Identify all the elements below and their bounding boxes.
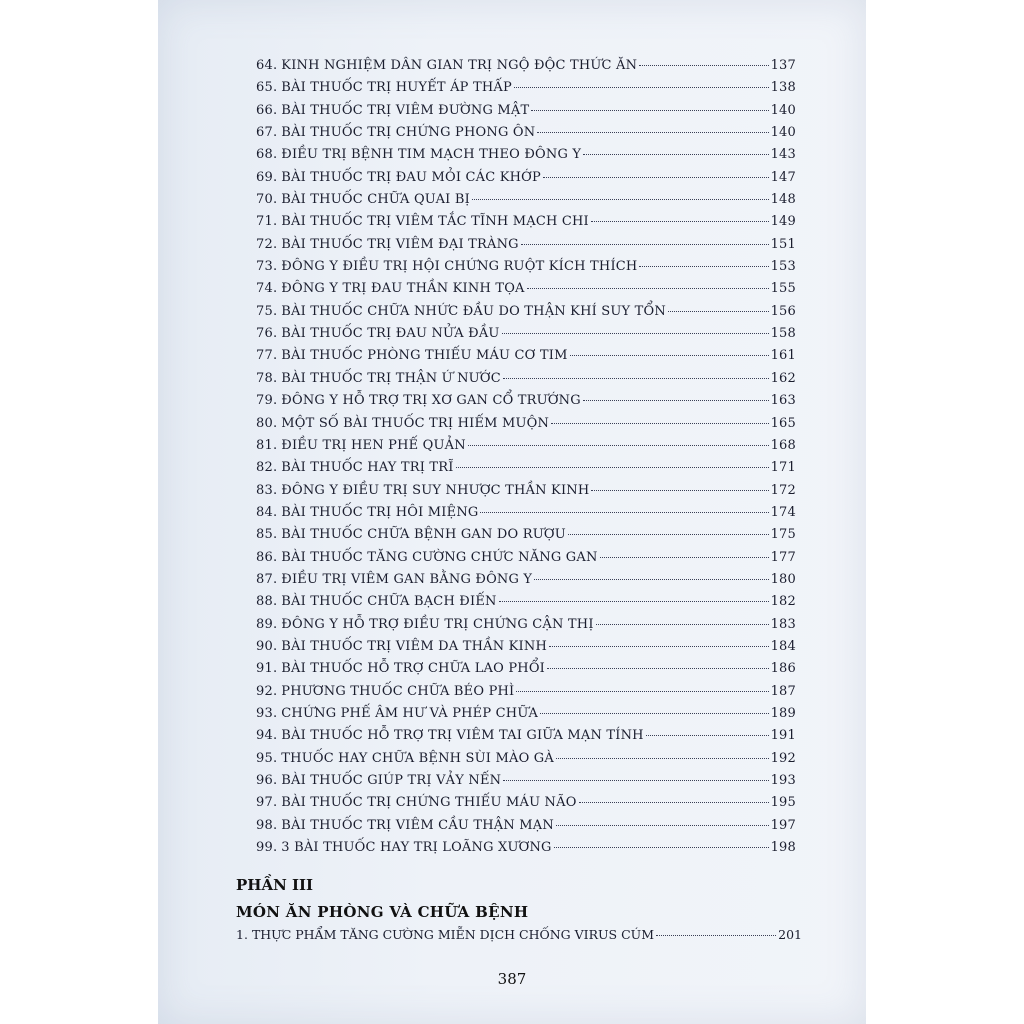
dot-leader [499,601,769,602]
toc-row [256,840,796,862]
toc-entry-page: 140 [770,102,796,118]
toc-entry-title: BÀI THUỐC CHỮA NHỨC ĐẦU DO THẬN KHÍ SUY TỔN [281,303,666,319]
toc-entry-title: MỘT SỐ BÀI THUỐC TRỊ HIẾM MUỘN [281,415,550,431]
toc-entry-title: BÀI THUỐC HỖ TRỢ TRỊ VIÊM TAI GIỮA MẠN TÍNH [281,728,644,744]
toc-entry-title: BÀI THUỐC CHỮA BẠCH ĐIẾN [281,594,497,610]
part-heading: PHẦN III [236,876,314,894]
page-number: 387 [497,970,527,988]
toc-entry-number: 67. [256,125,278,141]
toc-row [256,639,796,661]
toc-row [256,371,796,393]
toc-entry-page: 184 [770,638,796,654]
toc-row [256,527,796,549]
dot-leader [537,132,768,133]
dot-leader [551,423,768,424]
dot-leader [668,311,769,312]
toc-row [256,706,796,728]
toc-entry-page: 192 [770,750,796,766]
dot-leader [472,199,769,200]
toc-entry-page: 161 [770,348,796,364]
toc-entry-title: 3 BÀI THUỐC HAY TRỊ LOÃNG XƯƠNG [281,840,552,856]
toc-row [236,927,802,942]
toc-entry-number: 79. [256,393,278,409]
toc-row [256,617,796,639]
toc-entry-title: BÀI THUỐC TĂNG CƯỜNG CHỨC NĂNG GAN [281,549,598,565]
toc-entry-title: ĐÔNG Y TRỊ ĐAU THẦN KINH TỌA [281,281,525,297]
toc-entry-title: BÀI THUỐC TRỊ VIÊM TẮC TĨNH MẠCH CHI [281,214,589,230]
toc-entry-number: 66. [256,102,278,118]
toc-entry-number: 97. [256,795,278,811]
dot-leader [503,378,769,379]
toc-row [256,438,796,460]
toc-entry-page: 186 [770,661,796,677]
toc-row [256,80,796,102]
toc-entry-title: BÀI THUỐC CHỮA BỆNH GAN DO RƯỢU [281,527,566,543]
toc-entry-title: ĐÔNG Y HỖ TRỢ TRỊ XƠ GAN CỔ TRƯỚNG [281,393,581,409]
toc-entry-number: 99. [256,840,278,856]
toc-entry-number: 87. [256,571,278,587]
dot-leader [503,780,768,781]
toc-row [256,259,796,281]
toc-entry-number: 96. [256,773,278,788]
toc-entry-page: 163 [770,393,796,409]
toc-row [256,58,796,80]
toc-row [256,103,796,125]
toc-row [256,751,796,773]
toc-entry-number: 89. [256,616,278,632]
toc-row [256,773,796,795]
toc-entry-title: BÀI THUỐC TRỊ ĐAU MỎI CÁC KHỚP [281,169,541,185]
toc-entry-number: 75. [256,303,278,319]
dot-leader [534,579,768,580]
dot-leader [591,221,769,222]
toc-entry-title: THUỐC HAY CHỮA BỆNH SÙI MÀO GÀ [281,750,554,766]
dot-leader [579,802,769,803]
dot-leader [639,65,768,66]
dot-leader [543,177,769,178]
toc-entry-number: 72. [256,236,278,252]
toc-entry-title: PHƯƠNG THUỐC CHỮA BÉO PHÌ [281,683,515,699]
dot-leader [521,244,769,245]
toc-entry-page: 198 [770,840,796,856]
dot-leader [527,288,769,289]
toc-entry-page: 197 [770,817,796,833]
toc-row [256,237,796,259]
dot-leader [600,557,769,558]
toc-entry-title: BÀI THUỐC TRỊ HÔI MIỆNG [281,504,479,520]
toc-entry-number: 83. [256,482,278,498]
toc-entry-number: 95. [256,750,278,766]
dot-leader [556,758,769,759]
toc-entry-number: 80. [256,415,278,431]
toc-entry-number: 73. [256,259,278,275]
toc-entry-page: 155 [770,281,796,297]
toc-entry-title: BÀI THUỐC TRỊ VIÊM ĐẠI TRÀNG [281,236,519,252]
toc-entry-number: 71. [256,214,278,230]
toc-entry-number: 70. [256,192,278,208]
dot-leader [468,445,769,446]
dot-leader [502,333,769,334]
toc-entry-number: 69. [256,169,278,185]
toc-entry-page: 165 [770,415,796,431]
toc-entry-number: 78. [256,370,278,386]
toc-entry-number: 68. [256,147,278,163]
dot-leader [514,87,769,88]
toc-entry-page: 143 [770,147,796,163]
dot-leader [596,624,769,625]
toc-entry-title: ĐIỀU TRỊ BỆNH TIM MẠCH THEO ĐÔNG Y [281,147,582,163]
toc-entry-title: BÀI THUỐC TRỊ THẬN Ứ NƯỚC [281,370,501,386]
toc-entry-title: BÀI THUỐC HỖ TRỢ CHỮA LAO PHỔI [281,661,546,677]
toc-row [256,348,796,370]
toc-entry-number: 64. [256,58,278,73]
toc-entry-title: ĐÔNG Y HỖ TRỢ ĐIỀU TRỊ CHỨNG CẬN THỊ [281,616,594,632]
toc-row [256,818,796,840]
toc-entry-number: 81. [256,437,278,453]
toc-entry-page: 149 [770,214,796,230]
toc-entry-page: 177 [770,549,796,565]
toc-entry-number: 91. [256,661,278,677]
toc-row [256,795,796,817]
toc-entry-page: 189 [770,705,796,721]
dot-leader [540,713,768,714]
toc-entry-page: 195 [770,795,796,811]
toc-entry-number: 88. [256,594,278,610]
toc-entry-page: 137 [770,58,796,73]
toc-entry-page: 162 [770,370,796,386]
toc-entry-number: 76. [256,326,278,342]
toc-entry-page: 174 [770,504,796,520]
toc-entry-title: BÀI THUỐC TRỊ VIÊM DA THẦN KINH [281,638,547,654]
toc-entry-page: 158 [770,326,796,342]
toc-row [256,326,796,348]
toc-entry-page: 180 [770,571,796,587]
toc-entry-page: 201 [778,927,802,942]
toc-entry-title: BÀI THUỐC TRỊ ĐAU NỬA ĐẦU [281,326,500,342]
toc-row [256,684,796,706]
dot-leader [556,825,769,826]
toc-entry-page: 148 [770,192,796,208]
toc-row [256,416,796,438]
toc-row [256,147,796,169]
toc-entry-title: BÀI THUỐC HAY TRỊ TRĨ [281,460,454,476]
toc-entry-number: 92. [256,683,278,699]
dot-leader [549,646,769,647]
toc-entry-title: BÀI THUỐC PHÒNG THIẾU MÁU CƠ TIM [281,348,568,364]
toc-entry-title: BÀI THUỐC TRỊ HUYẾT ÁP THẤP [281,80,512,96]
toc-entry-page: 151 [770,236,796,252]
toc-row [256,572,796,594]
dot-leader [639,266,768,267]
toc-row [256,594,796,616]
dot-leader [531,110,768,111]
toc-row [256,125,796,147]
toc-entry-page: 193 [770,773,796,788]
dot-leader [591,490,768,491]
toc-entry-page: 153 [770,259,796,275]
toc-entry-number: 93. [256,705,278,721]
dot-leader [554,847,769,848]
toc-row [256,728,796,750]
toc-entry-number: 90. [256,638,278,654]
toc-entry-number: 84. [256,504,278,520]
toc-row [256,192,796,214]
toc-entry-number: 1. [236,927,248,942]
toc-entry-title: BÀI THUỐC TRỊ CHỨNG PHONG ÔN [281,125,536,141]
toc-row [256,483,796,505]
toc-entry-page: 191 [770,728,796,744]
toc-entry-number: 77. [256,348,278,364]
dot-leader [456,467,769,468]
toc-entry-title: ĐIỀU TRỊ HEN PHẾ QUẢN [281,437,466,453]
toc-entry-number: 65. [256,80,278,96]
dot-leader [516,691,768,692]
dot-leader [583,400,769,401]
dot-leader [570,355,769,356]
toc-entry-page: 182 [770,594,796,610]
toc-entry-page: 147 [770,169,796,185]
dot-leader [547,668,769,669]
toc-row [256,460,796,482]
toc-row [256,393,796,415]
toc-row [256,550,796,572]
dot-leader [568,534,769,535]
toc-row [256,304,796,326]
toc-entry-number: 98. [256,817,278,833]
toc-entry-title: BÀI THUỐC CHỮA QUAI BỊ [281,192,470,208]
toc-row [256,505,796,527]
toc-entry-page: 187 [770,683,796,699]
toc-entry-page: 171 [770,460,796,476]
toc-row [256,214,796,236]
dot-leader [583,154,768,155]
toc-entry-number: 86. [256,549,278,565]
toc-entry-title: BÀI THUỐC GIÚP TRỊ VẢY NẾN [281,773,502,788]
toc-entry-page: 138 [770,80,796,96]
toc-row [256,661,796,683]
toc-entry-title: CHỨNG PHẾ ÂM HƯ VÀ PHÉP CHỮA [281,705,539,721]
toc-entry-title: BÀI THUỐC TRỊ VIÊM CẦU THẬN MẠN [281,817,554,833]
toc-entry-page: 183 [770,616,796,632]
toc-entry-title: THỰC PHẨM TĂNG CƯỜNG MIỄN DỊCH CHỐNG VIRUS CÚM [251,927,654,942]
toc-entry-page: 140 [770,125,796,141]
toc-entry-page: 168 [770,437,796,453]
toc-entry-page: 175 [770,527,796,543]
part-title: MÓN ĂN PHÒNG VÀ CHỮA BỆNH [236,903,529,921]
toc-entry-number: 85. [256,527,278,543]
dot-leader [656,935,776,936]
toc-entry-page: 172 [770,482,796,498]
toc-entry-title: ĐIỀU TRỊ VIÊM GAN BẰNG ĐÔNG Y [281,571,533,587]
toc-entry-title: BÀI THUỐC TRỊ VIÊM ĐƯỜNG MẬT [281,102,530,118]
dot-leader [646,735,769,736]
toc-entry-title: ĐÔNG Y ĐIỀU TRỊ SUY NHƯỢC THẦN KINH [281,482,590,498]
toc-entry-title: BÀI THUỐC TRỊ CHỨNG THIẾU MÁU NÃO [281,795,577,811]
toc-row [256,281,796,303]
toc-entry-number: 74. [256,281,278,297]
toc-entry-title: ĐÔNG Y ĐIỀU TRỊ HỘI CHỨNG RUỘT KÍCH THÍCH [281,259,638,275]
toc-entry-number: 82. [256,460,278,476]
toc-entry-page: 156 [770,303,796,319]
toc-entry-number: 94. [256,728,278,744]
dot-leader [480,512,768,513]
toc-entry-title: KINH NGHIỆM DÂN GIAN TRỊ NGỘ ĐỘC THỨC ĂN [281,58,638,73]
toc-row [256,170,796,192]
table-of-contents [256,58,796,862]
